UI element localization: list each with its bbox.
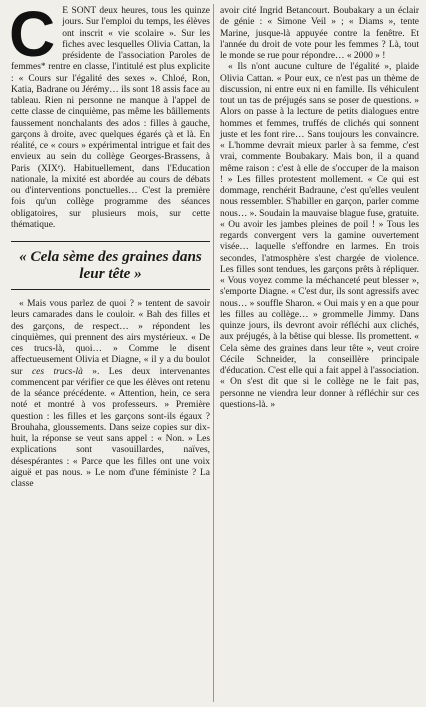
body-paragraph: « Ils n'ont aucune culture de l'égalité », plaide Olivia Cattan. « Pour eux, ce n'est pas un thème de discussion, ni entre eux ni en famille. Ils véhiculent tout un tas de préjugés sans se poser de questions. » Alors on passe à la lecture de petits dialogues entre hommes et femmes, truffés de clichés qui sonnent juste et les font rire… Sans toujours les convaincre. « L'homme devrait mieux parler à sa femme, c'est vrai, commente Boubakary. Mais bon, il a quand même raison : c'est à elle de s'occuper de la maison ! » Les filles protestent mollement. « Ce qui est dommage, renchérit Badraune, c'est qu'elles veulent nous ressembler. S'habiller en garçon, parler comme nous… ». Soudain la mauvaise blague fuse, gratuite. « Ou avoir les jambes pleines de poil ! » Tous les regards convergent vers la gamine ouvertement visée… laquelle s'effondre en larmes. En trois secondes, l'atmosphère s'est chargée de violence. Les filles sont tendues, les garçons prêts à répliquer. « Vous voyez comme la méchanceté peut blesser », s'emporte Diagne. « C'est dur, ils sont agressifs avec nous… » souffle Sharon. « Oui mais y en a que pour les filles au collège… » grommelle Jimmy. Dans quinze jours, ils devront avoir réfléchi aux clichés, aux préjugés, à la bêtise qui blesse. Ils promettent. « Cela sème des graines dans leur tête », veut croire Cécile Schneider, la conseillère principale d'éducation. C'est elle qui a fait appel à l'association. « On s'est dit que si le collège ne le fait pas, personne ne viendra leur donner à réfléchir sur ces questions-là. » — [220, 62, 419, 410]
body-paragraph — [11, 299, 210, 490]
body-paragraph: avoir cité Ingrid Betancourt. Boubakary a un éclair de génie : « Simone Veil » ; « Diams », tente Marine, jusque-là appuyée contre la fenêtre. Et l'année du droit de vote pour les femmes ? Là, tout le monde se rue pour répondre… « 2000 » ! — [220, 6, 419, 61]
left-column — [9, 0, 210, 490]
column-divider — [213, 4, 214, 702]
pull-quote: « Cela sème des graines dans leur tête » — [11, 241, 210, 290]
italic-text: ces trucs-là — [31, 366, 83, 377]
drop-cap: C — [9, 0, 56, 70]
body-text: « Mais vous parlez de quoi ? » tentent de savoir leurs camarades dans le couloir. « Bah des filles et des garçons, de respect… » répondent les cinquièmes, qui prennent des airs mystérieux. « De ces trucs-là, quoi… » Comme le disent affectueusement Olivia et Diagne, « il y a du boulot sur — [11, 299, 210, 377]
body-text: ». Les deux intervenantes commencent par vérifier ce que les élèves ont retenu de la séance précédente. « Attention, hein, ce sera noté et montré à vos professeurs. » Première question : les filles et les garçons sont-ils égaux ? Brouhaha, gloussements. Dans seize copies sur dix-huit, la réponse se veut sans appel : « Non. » Les explications sont vasouillardes, naïves, désespérantes : « Parce que les filles ont une voix aiguë et pas nous. » Le nom d'une féministe ? La classe — [11, 366, 210, 489]
lead-paragraph: E SONT deux heures, tous les quinze jours. Sur l'emploi du temps, les élèves ont inscrit « vie scolaire ». Sur les fiches avec lesquelles Olivia Cattan, la présidente de l'association Paroles de femmes* rentre en classe, l'intitulé est plus explicite : « Cours sur l'égalité des sexes ». Chloé, Ron, Katia, Badrane ou Jérémy… ils sont 18 assis face au tableau. Rien ni personne ne manque à l'appel de cette classe de cinquième, pas même les bâillements faussement nonchalants des ados : filles à gauche, garçons à droite, avec quelques égarés çà et là. En réalité, ce « cours » expérimental intrigue et fait des envieux au sein du collège Georges-Brassens, à Paris (XIXᵉ). Habituellement, dans l'Education nationale, la mixité est abordée au cours de débats ou d'interventions ponctuelles… C'est la première fois qu'un collège programme des séances obligatoires, sur plusieurs mois, sur cette thématique. — [11, 6, 210, 230]
right-column — [220, 6, 419, 411]
